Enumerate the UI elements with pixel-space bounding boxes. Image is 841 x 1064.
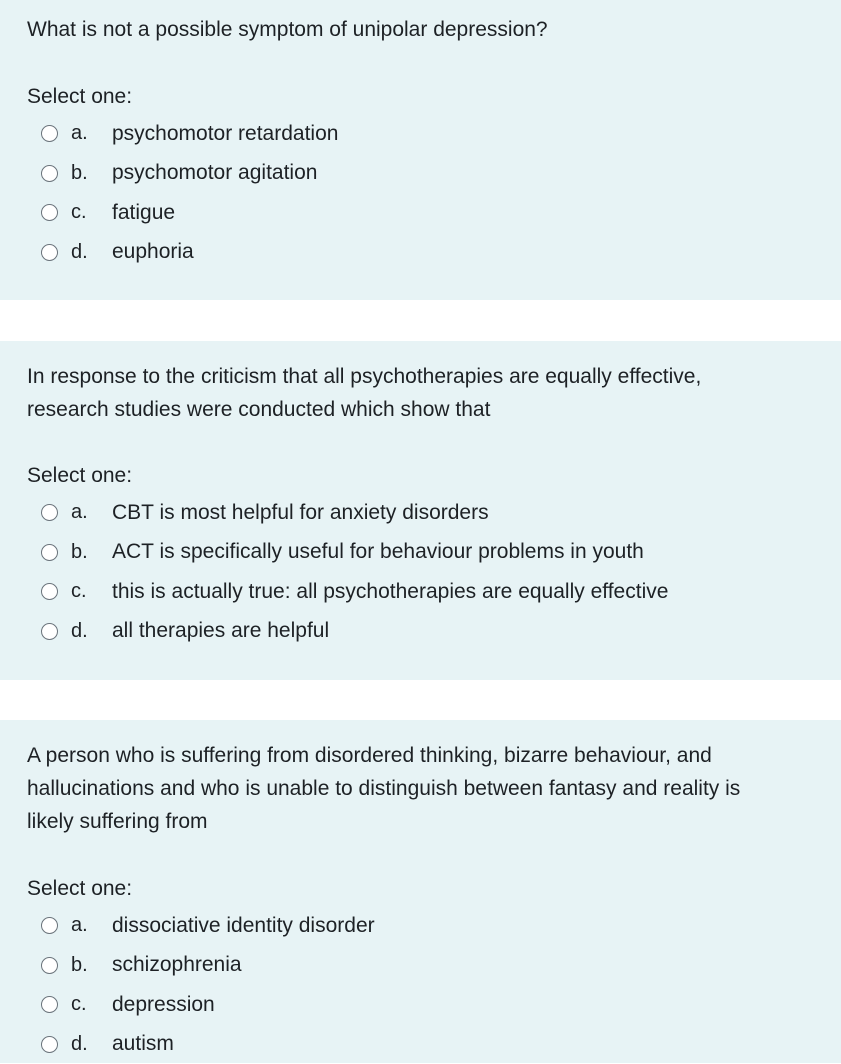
answer-text[interactable]: schizophrenia (112, 953, 242, 977)
answer-option-c[interactable] (27, 985, 814, 1025)
radio-button[interactable] (41, 957, 58, 974)
answer-option-c[interactable] (27, 193, 814, 233)
question-block (0, 341, 841, 680)
answer-letter: d. (58, 241, 112, 264)
answer-option-b[interactable] (27, 154, 814, 194)
radio-button[interactable] (41, 623, 58, 640)
answer-text[interactable]: fatigue (112, 201, 175, 225)
question-block (0, 720, 841, 1063)
answer-letter: d. (58, 1033, 112, 1056)
radio-button[interactable] (41, 996, 58, 1013)
answer-text[interactable]: this is actually true: all psychotherapies are equally effective (112, 580, 668, 604)
answer-option-d[interactable] (27, 612, 814, 652)
select-one-prompt: Select one: (27, 872, 814, 905)
answer-option-a[interactable] (27, 906, 814, 946)
question-text: In response to the criticism that all psychotherapies are equally effective, research studies were conducted which show that (27, 341, 814, 426)
answer-list (27, 906, 814, 1064)
answer-letter: b. (58, 541, 112, 564)
radio-button[interactable] (41, 504, 58, 521)
answer-text[interactable]: all therapies are helpful (112, 619, 329, 643)
answer-option-b[interactable] (27, 533, 814, 573)
answer-option-d[interactable] (27, 1025, 814, 1064)
answer-letter: c. (58, 580, 112, 603)
answer-text[interactable]: dissociative identity disorder (112, 914, 375, 938)
answer-text[interactable]: psychomotor retardation (112, 122, 338, 146)
answer-text[interactable]: psychomotor agitation (112, 161, 317, 185)
answer-letter: a. (58, 122, 112, 145)
answer-letter: c. (58, 993, 112, 1016)
answer-list (27, 114, 814, 272)
select-one-prompt: Select one: (27, 80, 814, 113)
answer-text[interactable]: euphoria (112, 240, 194, 264)
answer-text[interactable]: ACT is specifically useful for behaviour problems in youth (112, 540, 644, 564)
radio-button[interactable] (41, 544, 58, 561)
answer-option-b[interactable] (27, 946, 814, 986)
answer-text[interactable]: CBT is most helpful for anxiety disorders (112, 501, 489, 525)
answer-list (27, 493, 814, 651)
answer-text[interactable]: depression (112, 993, 215, 1017)
answer-option-a[interactable] (27, 493, 814, 533)
radio-button[interactable] (41, 244, 58, 261)
answer-option-c[interactable] (27, 572, 814, 612)
answer-letter: a. (58, 501, 112, 524)
answer-letter: b. (58, 162, 112, 185)
answer-option-a[interactable] (27, 114, 814, 154)
answer-letter: c. (58, 201, 112, 224)
question-text: A person who is suffering from disordered thinking, bizarre behaviour, and hallucinations and who is unable to distinguish between fantasy and reality is likely suffering from (27, 720, 814, 838)
answer-letter: a. (58, 914, 112, 937)
question-text: What is not a possible symptom of unipolar depression? (27, 0, 814, 46)
radio-button[interactable] (41, 583, 58, 600)
select-one-prompt: Select one: (27, 459, 814, 492)
answer-letter: d. (58, 620, 112, 643)
question-block (0, 0, 841, 300)
answer-text[interactable]: autism (112, 1032, 174, 1056)
answer-option-d[interactable] (27, 233, 814, 273)
radio-button[interactable] (41, 165, 58, 182)
radio-button[interactable] (41, 125, 58, 142)
radio-button[interactable] (41, 917, 58, 934)
radio-button[interactable] (41, 204, 58, 221)
radio-button[interactable] (41, 1036, 58, 1053)
answer-letter: b. (58, 954, 112, 977)
